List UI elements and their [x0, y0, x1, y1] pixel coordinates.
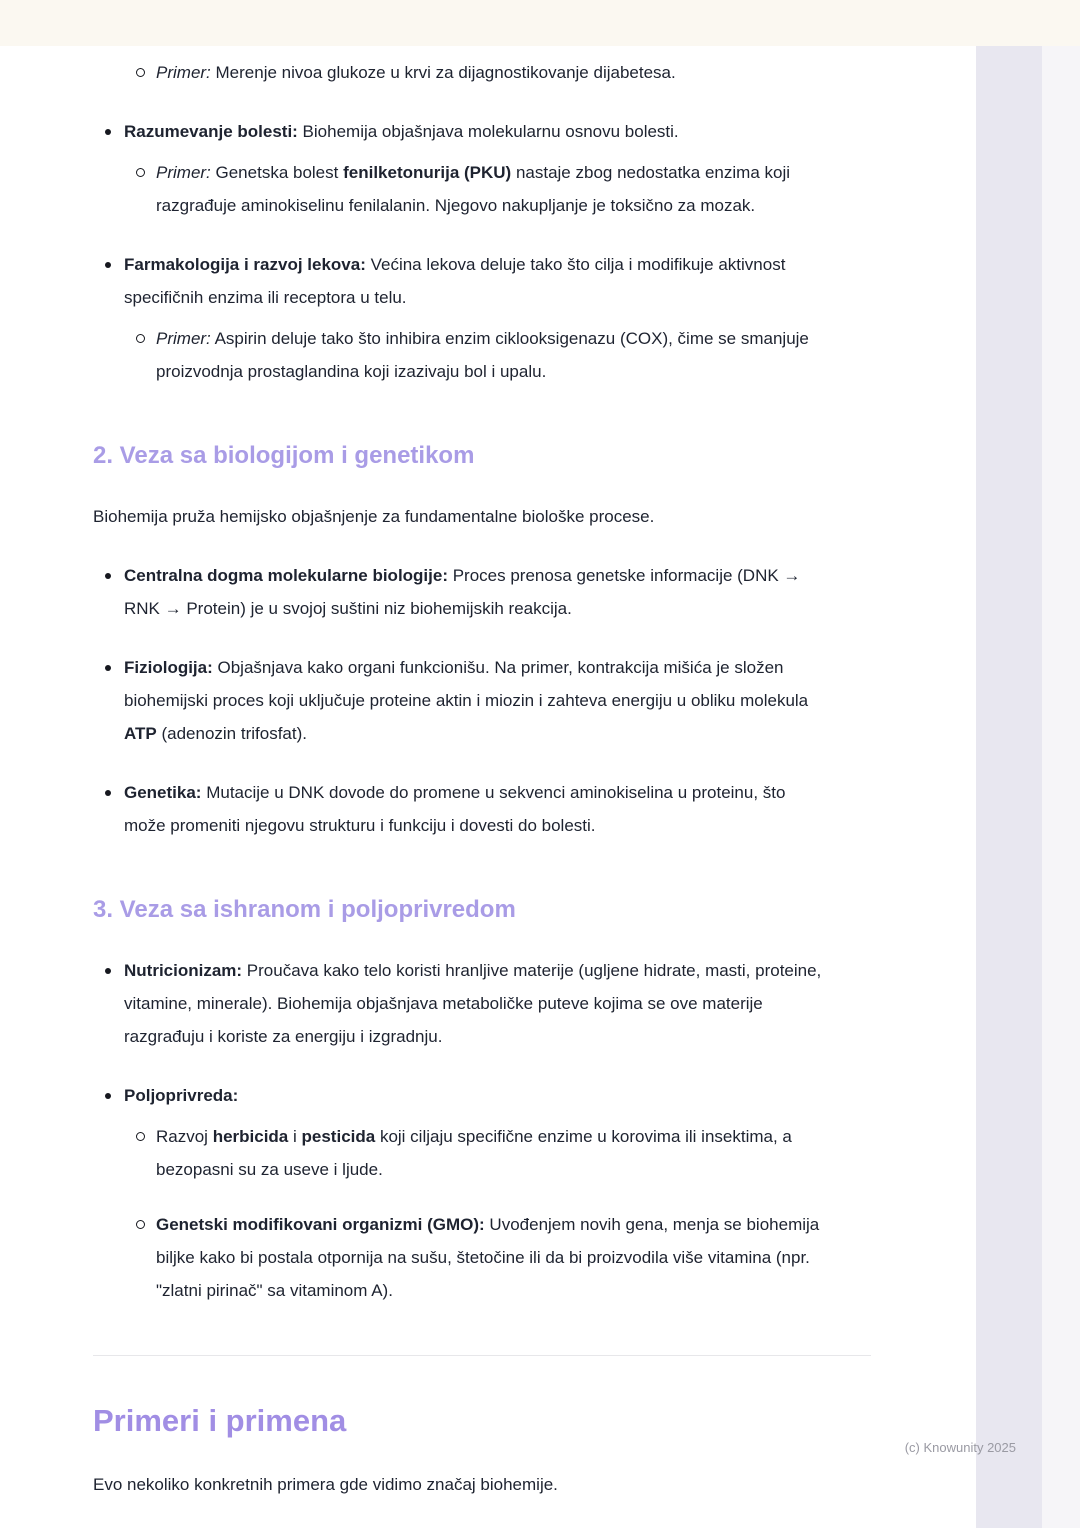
list-item-text: Genetika: Mutacije u DNK dovode do promene u sekvenci aminokiselina u proteinu, što može promeniti njegovu strukturu i funkciju i dovesti do bolesti.: [124, 783, 786, 835]
list-item: [105, 1079, 977, 1112]
bullet-icon: [105, 559, 124, 579]
paragraph: Evo nekoliko konkretnih primera gde vidimo značaj biohemije.: [93, 1475, 558, 1494]
list-item: [136, 1208, 977, 1307]
list-item-text: Razvoj herbicida i pesticida koji ciljaju specifične enzime u korovima ili insektima, a bezopasni su za useve i ljude.: [156, 1127, 792, 1179]
watermark: (c) Knowunity 2025: [904, 1440, 1016, 1455]
list-item-text: Primer: Genetska bolest fenilketonurija (PKU) nastaje zbog nedostatka enzima koji razgrađuje aminokiselinu fenilalanin. Njegovo nakupljanje je toksično za mozak.: [156, 163, 791, 215]
list-item: [105, 248, 977, 314]
list-item: [136, 1120, 977, 1186]
bullet-icon: [105, 115, 124, 135]
sub-bullet-icon: [136, 322, 156, 343]
list-item-text: Razumevanje bolesti: Biohemija objašnjava molekularnu osnovu bolesti.: [124, 122, 679, 141]
sub-bullet-icon: [136, 156, 156, 177]
page-title: Primeri i primena: [93, 1403, 347, 1438]
list-item-text: Genetski modifikovani organizmi (GMO): Uvođenjem novih gena, menja se biohemija biljke kako bi postala otpornija na sušu, štetočine ili da bi proizvodila više vitamina (npr. "zlatni pirinač" sa vitaminom A).: [156, 1215, 820, 1300]
list-item-text: Farmakologija i razvoj lekova: Većina lekova deluje tako što cilja i modifikuje aktivnost specifičnih enzima ili receptora u telu.: [124, 255, 786, 307]
list-item: [105, 776, 977, 842]
bullet-icon: [105, 776, 124, 796]
list-item: [105, 115, 977, 148]
sub-bullet-icon: [136, 1208, 156, 1229]
sub-bullet-icon: [136, 56, 156, 77]
next-page-edge-strip: [976, 46, 1042, 1528]
sub-bullet-icon: [136, 1120, 156, 1141]
list-item: [105, 651, 977, 750]
list-item: [136, 156, 977, 222]
list-item: [105, 954, 977, 1053]
list-item-text: Poljoprivreda:: [124, 1086, 239, 1105]
section-heading: 3. Veza sa ishranom i poljoprivredom: [93, 896, 516, 923]
section-heading: 2. Veza sa biologijom i genetikom: [93, 442, 475, 469]
list-item-text: Primer: Merenje nivoa glukoze u krvi za dijagnostikovanje dijabetesa.: [156, 63, 676, 82]
bullet-icon: [105, 1079, 124, 1099]
document-content: [0, 46, 977, 1525]
divider: [93, 1355, 871, 1356]
list-item-text: Nutricionizam: Proučava kako telo koristi hranljive materije (ugljene hidrate, masti, proteine, vitamine, minerale). Biohemija objašnjava metaboličke puteve kojima se ove materije razgrađuju i koriste za energiju i izgradnju.: [124, 961, 822, 1046]
right-page-gutter: [976, 46, 1080, 1528]
list-item: [105, 559, 977, 625]
list-item-text: Primer: Aspirin deluje tako što inhibira enzim ciklooksigenazu (COX), čime se smanjuje proizvodnja prostaglandina koji izazivaju bol i upalu.: [156, 329, 809, 381]
bullet-icon: [105, 954, 124, 974]
list-item-text: Centralna dogma molekularne biologije: Proces prenosa genetske informacije (DNK → RNK → Protein) je u svojoj suštini niz biohemijskih reakcija.: [124, 566, 801, 618]
paragraph: Biohemija pruža hemijsko objašnjenje za fundamentalne biološke procese.: [93, 507, 655, 526]
bullet-icon: [105, 248, 124, 268]
list-item: [136, 56, 977, 89]
bullet-icon: [105, 651, 124, 671]
list-item-text: Fiziologija: Objašnjava kako organi funkcionišu. Na primer, kontrakcija mišića je složen biohemijski proces koji uključuje proteine aktin i miozin i zahteva energiju u obliku molekula ATP (adenozin trifosfat).: [124, 658, 809, 743]
page-top-band: [0, 0, 1080, 46]
list-item: [136, 322, 977, 388]
